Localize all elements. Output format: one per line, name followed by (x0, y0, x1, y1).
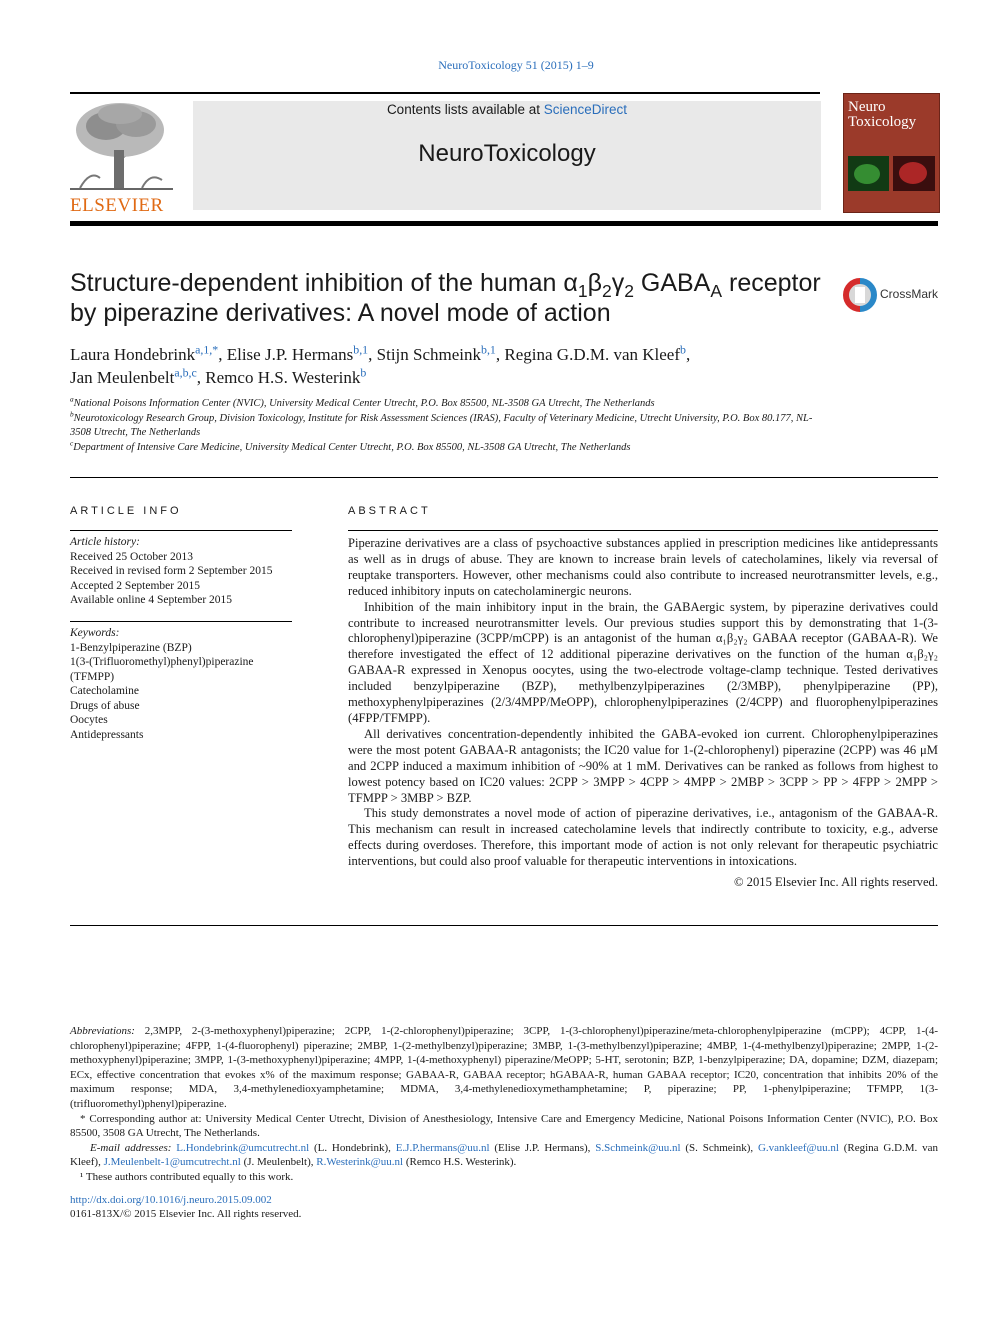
email-link[interactable]: E.J.P.hermans@uu.nl (395, 1141, 490, 1154)
history-item: Received 25 October 2013 (70, 550, 193, 563)
affiliation-marker: a (70, 394, 74, 404)
journal-name: NeuroToxicology (418, 140, 596, 167)
email-link[interactable]: S.Schmeink@uu.nl (595, 1141, 681, 1154)
author-affil-link[interactable]: b,1 (353, 342, 369, 357)
cover-title-line1: Neuro (848, 99, 886, 115)
keyword-item: Catecholamine (70, 685, 139, 697)
keywords (70, 626, 295, 742)
email-link[interactable]: J.Meulenbelt-1@umcutrecht.nl (103, 1156, 241, 1169)
email-link[interactable]: L.Hondebrink@umcutrecht.nl (176, 1141, 310, 1154)
email-owner: (Remco H.S. Westerink). (403, 1156, 517, 1169)
author-affil-link[interactable]: b (680, 342, 686, 357)
title-sub: A (710, 281, 723, 301)
title-part: receptor (722, 269, 821, 297)
title-part: GABA (633, 269, 711, 297)
title-sub: 2 (624, 281, 634, 301)
crossmark-badge[interactable] (842, 277, 942, 313)
contents-line (193, 102, 821, 117)
abbreviations-label: Abbreviations: (70, 1025, 135, 1037)
article-history (70, 535, 295, 608)
header-top-rule (70, 92, 820, 94)
author-affil-link[interactable]: b,1 (481, 342, 496, 357)
author (70, 342, 219, 364)
abstract-bottom-rule (70, 925, 938, 926)
affiliation-marker: c (70, 438, 74, 447)
author-name: Remco H.S. Westerink (205, 368, 361, 387)
email-label: E-mail addresses: (90, 1141, 172, 1154)
author-affil-link[interactable]: a,b,c (174, 365, 197, 380)
journal-reference[interactable]: NeuroToxicology 51 (2015) 1–9 (438, 58, 594, 72)
email-link[interactable]: G.vankleef@uu.nl (757, 1141, 839, 1154)
crossmark-icon (842, 277, 878, 313)
author-name: Stijn Schmeink (376, 345, 482, 364)
email-addresses (70, 1141, 938, 1170)
equal-contribution-note: ¹ These authors contributed equally to this work. (80, 1170, 294, 1183)
abstract-copyright: © 2015 Elsevier Inc. All rights reserved. (733, 875, 938, 890)
history-item: Available online 4 September 2015 (70, 594, 233, 606)
affiliation-text: Department of Intensive Care Medicine, University Medical Center Utrecht, P.O. Box 85500, NL-3508 GA Utrecht, The Netherlands (73, 441, 631, 453)
email-owner: (Regina G.D.M. van Kleef), (70, 1141, 938, 1169)
corresponding-author-note: * Corresponding author at: University Medical Center Utrecht, Division of Anesthesiology, Intensive Care and Emergency Medicine, National Poisons Information Center (NVIC), P.O. Box 85500, 3508 GA Utrecht, The Netherlands. (70, 1112, 938, 1140)
abbreviations (70, 1024, 938, 1112)
abstract-paragraph: Piperazine derivatives are a class of psychoactive substances applied in prescription medicines like antidepressants as well as in drugs of abuse. They are known to increase brain levels of catecholamines, likely via reversal of reuptake transporters. However, other mechanisms could also contribute to increased neurotransmitter levels, e.g., reduced inhibitory inputs on catecholaminergic neurons. (348, 536, 938, 598)
title-sub: 1 (577, 281, 588, 301)
keyword-item: Oocytes (70, 714, 108, 726)
abstract-heading: ABSTRACT (348, 505, 431, 517)
title-part: γ (611, 269, 625, 297)
crossmark-label: CrossMark (880, 287, 939, 301)
footnotes (70, 1024, 938, 1222)
affiliation (70, 394, 830, 412)
affiliation (70, 409, 830, 441)
keyword-item: Antidepressants (70, 728, 144, 741)
article-info-rule (70, 530, 292, 531)
author (205, 365, 367, 387)
doi-link[interactable]: http://dx.doi.org/10.1016/j.neuro.2015.09.002 (70, 1193, 272, 1206)
title-part: β (587, 269, 602, 297)
author-list: Laura Hondebrink$^{a,1,*}$, Elise J.P. Hermans$^{b,1}$, Stijn Schmeink$^{b,1}$, Regina G.D.M. van Kleef$^b$, Jan Meulenbelt$^{a,b,c}$, Remco H.S. Westerink$^b$ (70, 342, 691, 387)
journal-cover (843, 93, 940, 213)
article-info-heading: ARTICLE INFO (70, 505, 182, 517)
author (504, 342, 686, 364)
affiliation-divider (70, 477, 938, 478)
affiliation-marker: b (70, 409, 74, 418)
article-title-line1 (70, 268, 830, 301)
author (376, 342, 496, 364)
elsevier-tree-icon (70, 100, 173, 192)
header-bottom-rule (70, 221, 938, 226)
author-affil-link[interactable]: b (360, 365, 367, 380)
cover-image-left (848, 156, 889, 191)
affiliations (70, 394, 830, 455)
article-title-line2: by piperazine derivatives: A novel mode of action (70, 299, 611, 327)
history-item: Accepted 2 September 2015 (70, 579, 200, 592)
author-affil-link[interactable]: a,1,* (195, 342, 219, 357)
elsevier-logo (70, 100, 173, 216)
author-name: Regina G.D.M. van Kleef (504, 345, 681, 364)
author (226, 342, 369, 364)
history-item: Received in revised form 2 September 2015 (70, 565, 273, 577)
email-owner: (L. Hondebrink), (309, 1141, 396, 1154)
keywords-label: Keywords: (70, 627, 120, 639)
keyword-item: Drugs of abuse (70, 699, 140, 712)
issn-line: 0161-813X/© 2015 Elsevier Inc. All rights reserved. (70, 1208, 302, 1221)
keyword-item: 1-Benzylpiperazine (BZP) (70, 641, 192, 654)
author-name: Laura Hondebrink (70, 345, 196, 364)
abstract-body (348, 536, 938, 891)
email-link[interactable]: R.Westerink@uu.nl (316, 1156, 404, 1169)
author (70, 365, 197, 387)
keywords-rule (70, 621, 292, 622)
abbreviations-text: 2,3MPP, 2-(3-methoxyphenyl)piperazine; 2CPP, 1-(2-chlorophenyl)piperazine; 3CPP, 1-(3-chlorophenyl)piperazine/meta-chlorophenylpiperazine (mCPP); 4CPP, 1-(4-chlorophenyl)piperazine; 4FPP, 1-(4-fluorophenyl) piperazine; 2MBP, 1-(2-methylbenzyl)piperazine; 3MBP, 1-(3-methylbenzyl)piperazine; 4MBP, 1-(4-methylbenzyl)piperazine; 2MPP, 1-(2-methoxyphenyl)piperazine; 3MPP, 1-(3-methoxyphenyl)piperazine; 4MPP, 1-(4-methoxyphenyl) piperazine/MeOPP; 5-HT, serotonin; BZP, 1-benzylpiperazine; DA, dopamine; DZM, diazepam; ECx, effective concentration that evokes x% of the maximum response; GABAA-R, GABAA receptor; hGABAA-R, human GABAA receptor; IC20, concentration that inhibits 20% of the maximum response; MDA, 3,4-methylenedioxyamphetamine; MDMA, 3,4-methylenedioxymethamphetamine; P, piperazine; PP, 1-phenylpiperazine; TFMPP, 1(3-(trifluoromethyl)phenyl)piperazine. (70, 1025, 938, 1110)
cover-image-left-blob (854, 164, 880, 184)
affiliation-text: National Poisons Information Center (NVIC), University Medical Center Utrecht, P.O. Box 85500, NL-3508 GA Utrecht, The Netherlands (73, 398, 655, 409)
author-name: Jan Meulenbelt (70, 368, 175, 387)
keyword-item: 1(3-(Trifluoromethyl)phenyl)piperazine (TFMPP) (70, 656, 254, 683)
sciencedirect-link[interactable]: ScienceDirect (543, 102, 628, 117)
abstract-paragraph: This study demonstrates a novel mode of action of piperazine derivatives, i.e., antagonism of the GABAA-R. This mechanism can result in increased catecholamine levels that indirectly contribute to toxicity, e.g., adverse effects during overdoses. Therefore, this important mode of action is not only relevant for therapeutic psychiatric interventions, but could also proof valuable for therapeutic interventions in intoxications. (348, 806, 938, 869)
abstract-paragraph: All derivatives concentration-dependently inhibited the GABA-evoked ion current. Chlorophenylpiperazines were the most potent GABAA-R antagonists; the IC20 value for 1-(2-chlorophenyl) piperazine (2CPP) was 46 μM and 2CPP induced a maximum inhibition of ~90% at 1 mM. Derivatives can be ranked as follows from highest to lowest potency based on IC20 values: 2CPP > 3MPP > 4CPP > 4MPP > 2MBP > 3CPP > PP > 4FPP > 2MPP > TFMPP > 3MBP > BZP. (348, 726, 938, 805)
author-name: Elise J.P. Hermans (226, 345, 354, 364)
elsevier-wordmark: ELSEVIER (70, 195, 164, 216)
cover-image-right-blob (899, 162, 927, 184)
affiliation-text: Neurotoxicology Research Group, Division Toxicology, Institute for Risk Assessment Sciences (IRAS), Faculty of Veterinary Medicine, Utrecht University, P.O. Box 80.177, NL-3508 Utrecht, The Netherlands (70, 412, 813, 438)
title-part: Structure-dependent inhibition of the human α (70, 269, 578, 297)
cover-title (848, 100, 916, 130)
cover-image-right (893, 156, 935, 191)
email-owner: (Elise J.P. Hermans), (489, 1141, 596, 1154)
article-title (70, 268, 830, 328)
history-label: Article history: (70, 536, 140, 548)
title-sub: 2 (601, 281, 612, 301)
abstract-paragraph: Inhibition of the main inhibitory input in the brain, the GABAergic system, by piperazine derivatives could contribute to increased neurotransmitter levels. Our previous studies support this by demonstrating that 1-(3-chlorophenyl)piperazine (3CPP/mCPP) is an antagonist of the human α₁β₂γ₂ GABAA receptor (GABAA-R). We therefore investigated the effect of 12 additional piperazine derivatives on the function of the human α₁β₂γ₂ GABAA-R expressed in Xenopus oocytes, using the two-electrode voltage-clamp technique. Tested derivatives included benzylpiperazine (BZP), methylbenzylpiperazines (2/3MBP), phenylpiperazine (PP), methoxyphenylpiperazines (2/3/4MPP/MeOPP), chlorophenylpiperazines (2/4CPP) and fluorophenylpiperazines (4FPP/TFMPP). (348, 599, 938, 725)
email-owner: (S. Schmeink), (680, 1141, 758, 1154)
abstract-rule (348, 530, 938, 531)
affiliation (70, 438, 830, 456)
contents-prefix: Contents lists available at (386, 102, 544, 117)
cover-title-line2: Toxicology (848, 114, 917, 130)
email-owner: (J. Meulenbelt), (240, 1156, 317, 1169)
